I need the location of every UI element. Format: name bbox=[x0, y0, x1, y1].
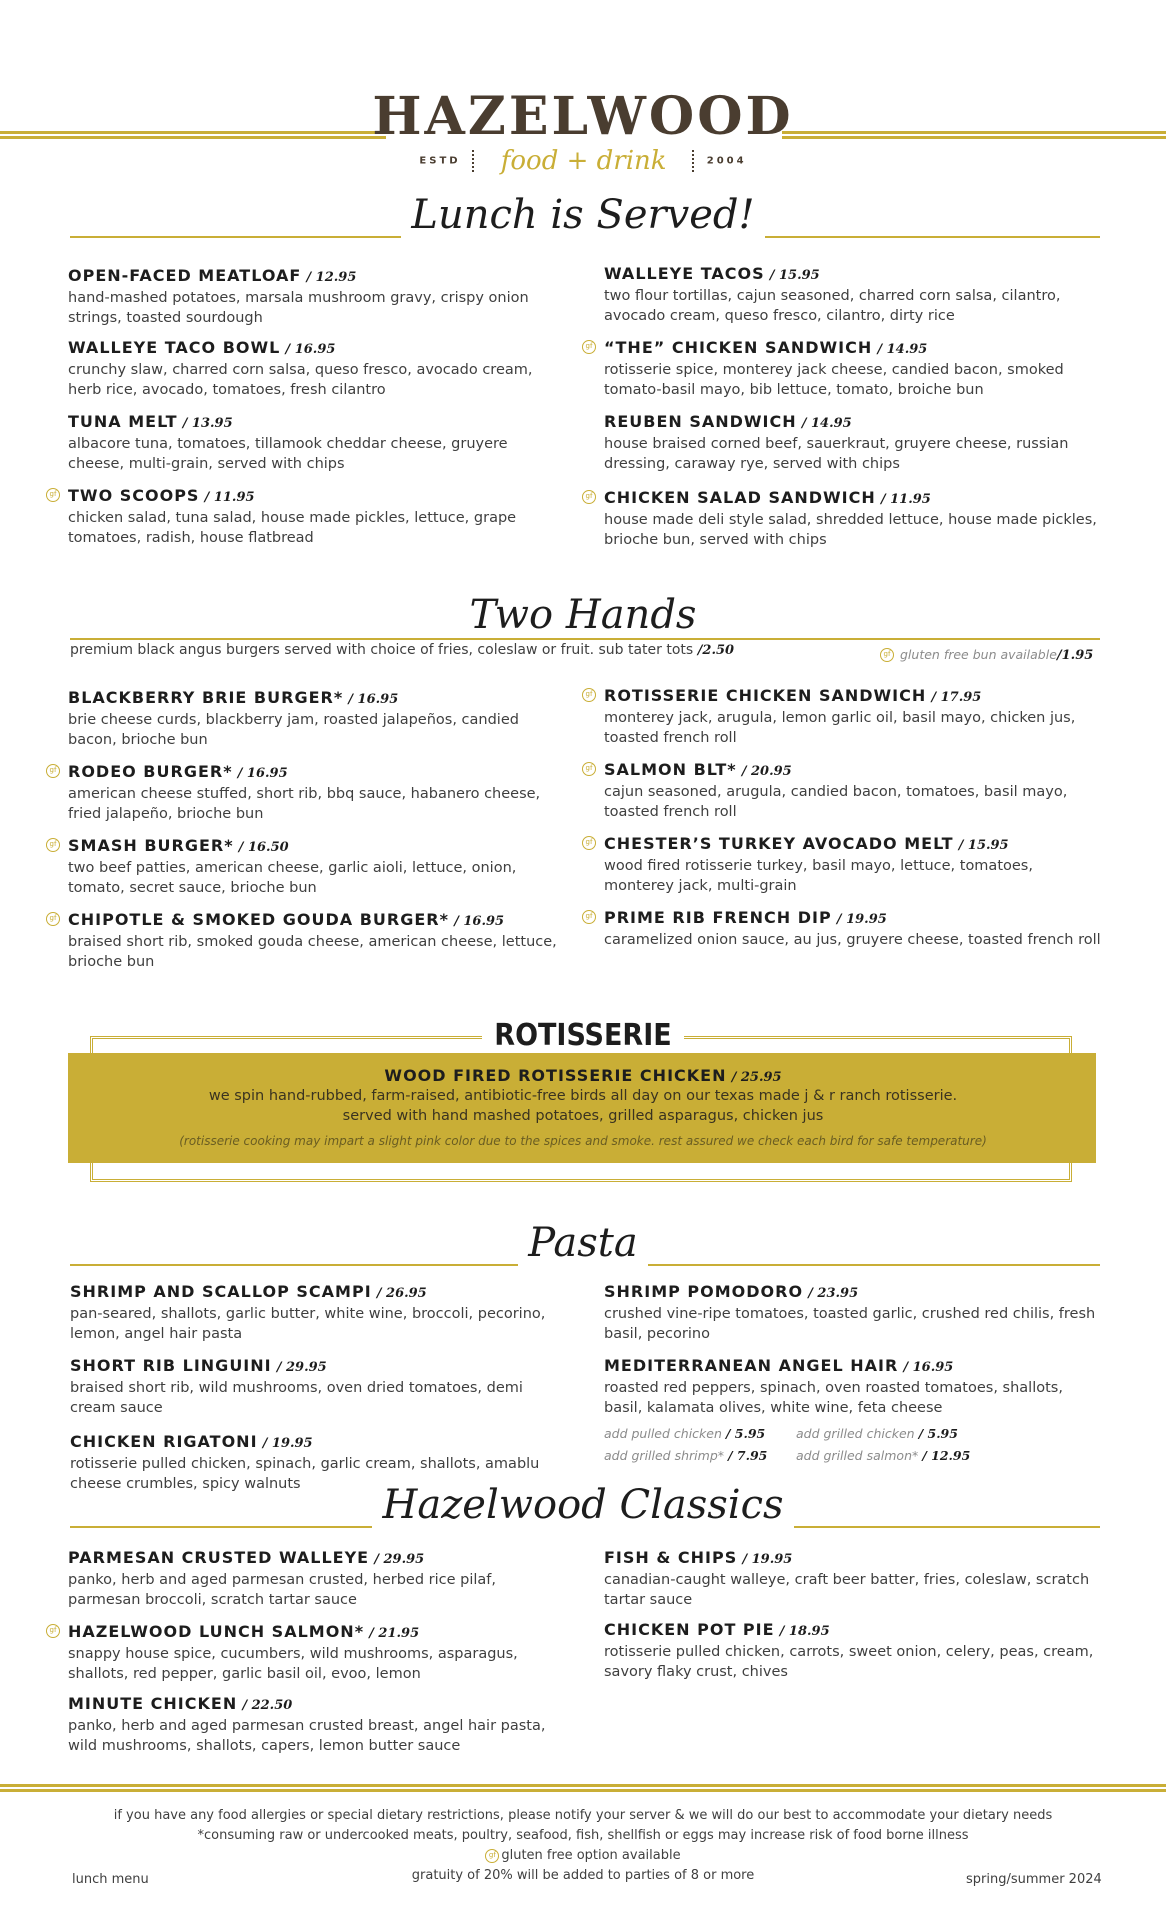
menu-item-header bbox=[604, 264, 1104, 283]
menu-item-header bbox=[604, 488, 1104, 507]
menu-item-name: TUNA MELT bbox=[68, 412, 178, 431]
menu-item-name: RODEO BURGER* bbox=[68, 762, 233, 781]
menu-item-header bbox=[68, 1548, 568, 1567]
menu-item-price: / 12.95 bbox=[306, 270, 357, 285]
menu-item-description: rotisserie spice, monterey jack cheese, candied bacon, smoked tomato-basil mayo, bib lettuce, tomato, broiche bun bbox=[604, 362, 1064, 398]
menu-item-price: / 22.50 bbox=[242, 1698, 293, 1713]
menu-item bbox=[68, 486, 568, 548]
menu-item-header bbox=[604, 1620, 1104, 1639]
rotisserie-desc-2: served with hand mashed potatoes, grilled asparagus, chicken jus bbox=[342, 1108, 824, 1124]
menu-item-name: REUBEN SANDWICH bbox=[604, 412, 797, 431]
menu-item-name: SHRIMP POMODORO bbox=[604, 1282, 804, 1301]
gluten-free-icon bbox=[46, 838, 60, 852]
menu-item-header bbox=[68, 836, 568, 855]
menu-item-price: / 23.95 bbox=[808, 1286, 859, 1301]
menu-item bbox=[604, 1620, 1104, 1682]
menu-item-price: / 19.95 bbox=[836, 912, 887, 927]
menu-item-price: / 16.95 bbox=[903, 1360, 954, 1375]
menu-item-name: PRIME RIB FRENCH DIP bbox=[604, 908, 832, 927]
brand-tagline bbox=[0, 146, 1166, 176]
menu-item-price: / 17.95 bbox=[931, 690, 982, 705]
menu-item-name: SHRIMP AND SCALLOP SCAMPI bbox=[70, 1282, 372, 1301]
menu-item-description: american cheese stuffed, short rib, bbq sauce, habanero cheese, fried jalapeño, brioche bun bbox=[68, 786, 541, 822]
menu-item-name: CHICKEN POT PIE bbox=[604, 1620, 775, 1639]
gluten-free-icon bbox=[582, 762, 596, 776]
menu-item-description: albacore tuna, tomatoes, tillamook cheddar cheese, gruyere cheese, multi-grain, served with chips bbox=[68, 436, 508, 472]
menu-item-header bbox=[604, 686, 1104, 705]
classics-title: Hazelwood Classics bbox=[0, 1482, 1166, 1528]
menu-item-header bbox=[68, 486, 568, 505]
menu-item-price: / 26.95 bbox=[376, 1286, 427, 1301]
menu-item-description: pan-seared, shallots, garlic butter, white wine, broccoli, pecorino, lemon, angel hair pasta bbox=[70, 1306, 546, 1342]
gluten-free-icon bbox=[582, 910, 596, 924]
gluten-free-icon bbox=[880, 648, 894, 662]
menu-item bbox=[604, 908, 1104, 950]
menu-item-price: / 29.95 bbox=[276, 1360, 327, 1375]
menu-item-header bbox=[604, 834, 1104, 853]
gluten-free-icon bbox=[582, 490, 596, 504]
menu-item-header bbox=[70, 1432, 570, 1451]
divider-dots bbox=[472, 150, 476, 172]
menu-item-header bbox=[604, 1548, 1104, 1567]
menu-item-price: / 20.95 bbox=[741, 764, 792, 779]
footer-rule bbox=[0, 1784, 1166, 1792]
menu-item-name: ROTISSERIE CHICKEN SANDWICH bbox=[604, 686, 927, 705]
menu-item-name: MINUTE CHICKEN bbox=[68, 1694, 238, 1713]
menu-item-header bbox=[70, 1356, 570, 1375]
menu-item bbox=[604, 488, 1104, 550]
menu-item bbox=[604, 686, 1104, 748]
menu-item-description: braised short rib, wild mushrooms, oven dried tomatoes, demi cream sauce bbox=[70, 1380, 523, 1416]
two-hands-rule bbox=[70, 638, 1100, 640]
gluten-free-icon bbox=[582, 340, 596, 354]
menu-item-price: / 16.50 bbox=[238, 840, 289, 855]
menu-item-name: PARMESAN CRUSTED WALLEYE bbox=[68, 1548, 370, 1567]
menu-item-name: SMASH BURGER* bbox=[68, 836, 234, 855]
menu-item-description: caramelized onion sauce, au jus, gruyere cheese, toasted french roll bbox=[604, 932, 1101, 948]
menu-item-description: cajun seasoned, arugula, candied bacon, tomatoes, basil mayo, toasted french roll bbox=[604, 784, 1068, 820]
menu-item-header bbox=[70, 1282, 570, 1301]
menu-item-header bbox=[68, 762, 568, 781]
menu-item-name: SALMON BLT* bbox=[604, 760, 737, 779]
menu-item-header bbox=[604, 760, 1104, 779]
menu-item bbox=[604, 412, 1104, 474]
menu-item-description: canadian-caught walleye, craft beer batter, fries, coleslaw, scratch tartar sauce bbox=[604, 1572, 1090, 1608]
addon-grilled-chicken: add grilled chicken / 5.95 bbox=[796, 1426, 958, 1441]
menu-item-description: house braised corned beef, sauerkraut, gruyere cheese, russian dressing, caraway rye, served with chips bbox=[604, 436, 1069, 472]
menu-item bbox=[68, 836, 568, 898]
menu-item-description: monterey jack, arugula, lemon garlic oil, basil mayo, chicken jus, toasted french roll bbox=[604, 710, 1076, 746]
rotisserie-item-name: WOOD FIRED ROTISSERIE CHICKEN bbox=[384, 1066, 727, 1085]
menu-item bbox=[70, 1282, 570, 1344]
brand-logo: HAZELWOOD bbox=[372, 86, 794, 147]
menu-item-price: / 13.95 bbox=[182, 416, 233, 431]
menu-item-price: / 21.95 bbox=[369, 1626, 420, 1641]
menu-item-name: MEDITERRANEAN ANGEL HAIR bbox=[604, 1356, 899, 1375]
menu-item bbox=[70, 1356, 570, 1418]
gluten-free-icon bbox=[46, 912, 60, 926]
menu-item-description: braised short rib, smoked gouda cheese, american cheese, lettuce, brioche bun bbox=[68, 934, 557, 970]
menu-item-description: hand-mashed potatoes, marsala mushroom gravy, crispy onion strings, toasted sourdough bbox=[68, 290, 529, 326]
menu-item-description: panko, herb and aged parmesan crusted breast, angel hair pasta, wild mushrooms, shallots, capers, lemon butter sauce bbox=[68, 1718, 546, 1754]
year-label: 2004 bbox=[706, 155, 747, 167]
menu-item-header bbox=[604, 1356, 1104, 1375]
menu-season: spring/summer 2024 bbox=[966, 1872, 1102, 1887]
tagline-text: food + drink bbox=[500, 146, 667, 176]
menu-name: lunch menu bbox=[72, 1872, 149, 1887]
menu-item bbox=[68, 688, 568, 750]
menu-item-name: HAZELWOOD LUNCH SALMON* bbox=[68, 1622, 365, 1641]
gf-legend: gfgluten free option available bbox=[0, 1848, 1166, 1863]
menu-item bbox=[604, 1282, 1104, 1344]
menu-item-name: CHICKEN RIGATONI bbox=[70, 1432, 258, 1451]
menu-item-header bbox=[68, 688, 568, 707]
menu-item bbox=[68, 910, 568, 972]
menu-item-price: / 16.95 bbox=[237, 766, 288, 781]
menu-item bbox=[604, 1356, 1104, 1418]
burger-note: premium black angus burgers served with choice of fries, coleslaw or fruit. sub tater tots /2.50 bbox=[70, 642, 735, 658]
menu-item-name: BLACKBERRY BRIE BURGER* bbox=[68, 688, 344, 707]
menu-item bbox=[604, 338, 1104, 400]
menu-item-price: / 19.95 bbox=[262, 1436, 313, 1451]
pasta-title: Pasta bbox=[0, 1220, 1166, 1266]
menu-item bbox=[68, 1622, 568, 1684]
menu-item-price: / 16.95 bbox=[285, 342, 336, 357]
menu-item bbox=[68, 762, 568, 824]
rotisserie-item-price: / 25.95 bbox=[731, 1070, 782, 1085]
menu-item-header bbox=[604, 338, 1104, 357]
menu-item bbox=[68, 1548, 568, 1610]
gluten-free-icon bbox=[582, 688, 596, 702]
menu-item bbox=[604, 834, 1104, 896]
menu-item-name: OPEN-FACED MEATLOAF bbox=[68, 266, 302, 285]
menu-item-price: / 11.95 bbox=[880, 492, 931, 507]
menu-item-description: brie cheese curds, blackberry jam, roasted jalapeños, candied bacon, brioche bun bbox=[68, 712, 519, 748]
rotisserie-item bbox=[0, 1066, 1166, 1085]
menu-item-description: two beef patties, american cheese, garlic aioli, lettuce, onion, tomato, secret sauce, brioche bun bbox=[68, 860, 517, 896]
menu-item-description: snappy house spice, cucumbers, wild mushrooms, asparagus, shallots, red pepper, garlic basil oil, evoo, lemon bbox=[68, 1646, 518, 1682]
menu-item-price: / 14.95 bbox=[801, 416, 852, 431]
menu-item-price: / 18.95 bbox=[779, 1624, 830, 1639]
gf-bun-note: gf gluten free bun available/1.95 bbox=[880, 644, 1093, 663]
menu-item-price: / 14.95 bbox=[877, 342, 928, 357]
menu-item-name: “THE” CHICKEN SANDWICH bbox=[604, 338, 873, 357]
gluten-free-icon bbox=[46, 488, 60, 502]
menu-item-header bbox=[68, 910, 568, 929]
menu-item-price: / 16.95 bbox=[454, 914, 505, 929]
menu-item-header bbox=[68, 1694, 568, 1713]
gluten-free-icon bbox=[582, 836, 596, 850]
raw-food-notice: *consuming raw or undercooked meats, poultry, seafood, fish, shellfish or eggs may increase risk of food borne illness bbox=[197, 1828, 969, 1843]
gluten-free-icon bbox=[485, 1849, 499, 1863]
addon-grilled-salmon: add grilled salmon* / 12.95 bbox=[796, 1448, 971, 1463]
gluten-free-icon bbox=[46, 1624, 60, 1638]
rotisserie-disclaimer: (rotisserie cooking may impart a slight pink color due to the spices and smoke. rest assured we check each bird for safe temperature) bbox=[179, 1134, 987, 1148]
menu-item-header bbox=[68, 338, 568, 357]
rotisserie-desc-1: we spin hand-rubbed, farm-raised, antibiotic-free birds all day on our texas made j & r ranch rotisserie. bbox=[208, 1088, 958, 1104]
menu-item bbox=[604, 264, 1104, 326]
menu-item-description: rotisserie pulled chicken, carrots, sweet onion, celery, peas, cream, savory flaky crust, chives bbox=[604, 1644, 1094, 1680]
menu-item bbox=[604, 1548, 1104, 1610]
menu-item-description: panko, herb and aged parmesan crusted, herbed rice pilaf, parmesan broccoli, scratch tartar sauce bbox=[68, 1572, 496, 1608]
menu-item-description: chicken salad, tuna salad, house made pickles, lettuce, grape tomatoes, radish, house flatbread bbox=[68, 510, 517, 546]
menu-item-description: wood fired rotisserie turkey, basil mayo, lettuce, tomatoes, monterey jack, multi-grain bbox=[604, 858, 1033, 894]
menu-item bbox=[604, 760, 1104, 822]
menu-item-price: / 15.95 bbox=[769, 268, 820, 283]
menu-item-header bbox=[68, 1622, 568, 1641]
menu-item-description: crunchy slaw, charred corn salsa, queso fresco, avocado cream, herb rice, avocado, tomatoes, fresh cilantro bbox=[68, 362, 533, 398]
rotisserie-title: ROTISSERIE bbox=[0, 1018, 1166, 1053]
two-hands-title: Two Hands bbox=[0, 592, 1166, 638]
menu-item bbox=[68, 266, 568, 328]
menu-item-price: / 11.95 bbox=[204, 490, 255, 505]
menu-item-header bbox=[604, 908, 1104, 927]
gratuity-notice: gratuity of 20% will be added to parties of 8 or more bbox=[411, 1868, 755, 1883]
menu-item-header bbox=[604, 412, 1104, 431]
menu-item-header bbox=[68, 412, 568, 431]
estd-label: ESTD bbox=[419, 155, 461, 167]
divider-dots bbox=[692, 150, 696, 172]
menu-item-description: house made deli style salad, shredded lettuce, house made pickles, brioche bun, served with chips bbox=[604, 512, 1097, 548]
menu-item-description: roasted red peppers, spinach, oven roasted tomatoes, shallots, basil, kalamata olives, white wine, feta cheese bbox=[604, 1380, 1063, 1416]
menu-item bbox=[68, 338, 568, 400]
menu-item-name: SHORT RIB LINGUINI bbox=[70, 1356, 272, 1375]
menu-item bbox=[68, 412, 568, 474]
menu-item-name: FISH & CHIPS bbox=[604, 1548, 738, 1567]
addon-pulled-chicken: add pulled chicken / 5.95 bbox=[604, 1426, 766, 1441]
menu-item-header bbox=[68, 266, 568, 285]
menu-item-description: rotisserie pulled chicken, spinach, garlic cream, shallots, amablu cheese crumbles, spicy walnuts bbox=[70, 1456, 540, 1492]
menu-item-name: WALLEYE TACO BOWL bbox=[68, 338, 281, 357]
allergy-notice: if you have any food allergies or special dietary restrictions, please notify your server & we will do our best to accommodate your dietary needs bbox=[113, 1808, 1053, 1823]
menu-item-price: / 19.95 bbox=[742, 1552, 793, 1567]
menu-item-name: WALLEYE TACOS bbox=[604, 264, 765, 283]
menu-item-price: / 29.95 bbox=[374, 1552, 425, 1567]
menu-item-name: CHESTER’S TURKEY AVOCADO MELT bbox=[604, 834, 954, 853]
menu-item-name: CHICKEN SALAD SANDWICH bbox=[604, 488, 876, 507]
menu-item-header bbox=[604, 1282, 1104, 1301]
lunch-title: Lunch is Served! bbox=[0, 192, 1166, 238]
menu-item bbox=[68, 1694, 568, 1756]
menu-item-name: TWO SCOOPS bbox=[68, 486, 200, 505]
menu-item-price: / 15.95 bbox=[958, 838, 1009, 853]
gluten-free-icon bbox=[46, 764, 60, 778]
menu-item-description: two flour tortillas, cajun seasoned, charred corn salsa, cilantro, avocado cream, queso fresco, cilantro, dirty rice bbox=[604, 288, 1061, 324]
menu-item-name: CHIPOTLE & SMOKED GOUDA BURGER* bbox=[68, 910, 449, 929]
addon-grilled-shrimp: add grilled shrimp* / 7.95 bbox=[604, 1448, 768, 1463]
menu-item-price: / 16.95 bbox=[348, 692, 399, 707]
menu-item-description: crushed vine-ripe tomatoes, toasted garlic, crushed red chilis, fresh basil, pecorino bbox=[604, 1306, 1096, 1342]
